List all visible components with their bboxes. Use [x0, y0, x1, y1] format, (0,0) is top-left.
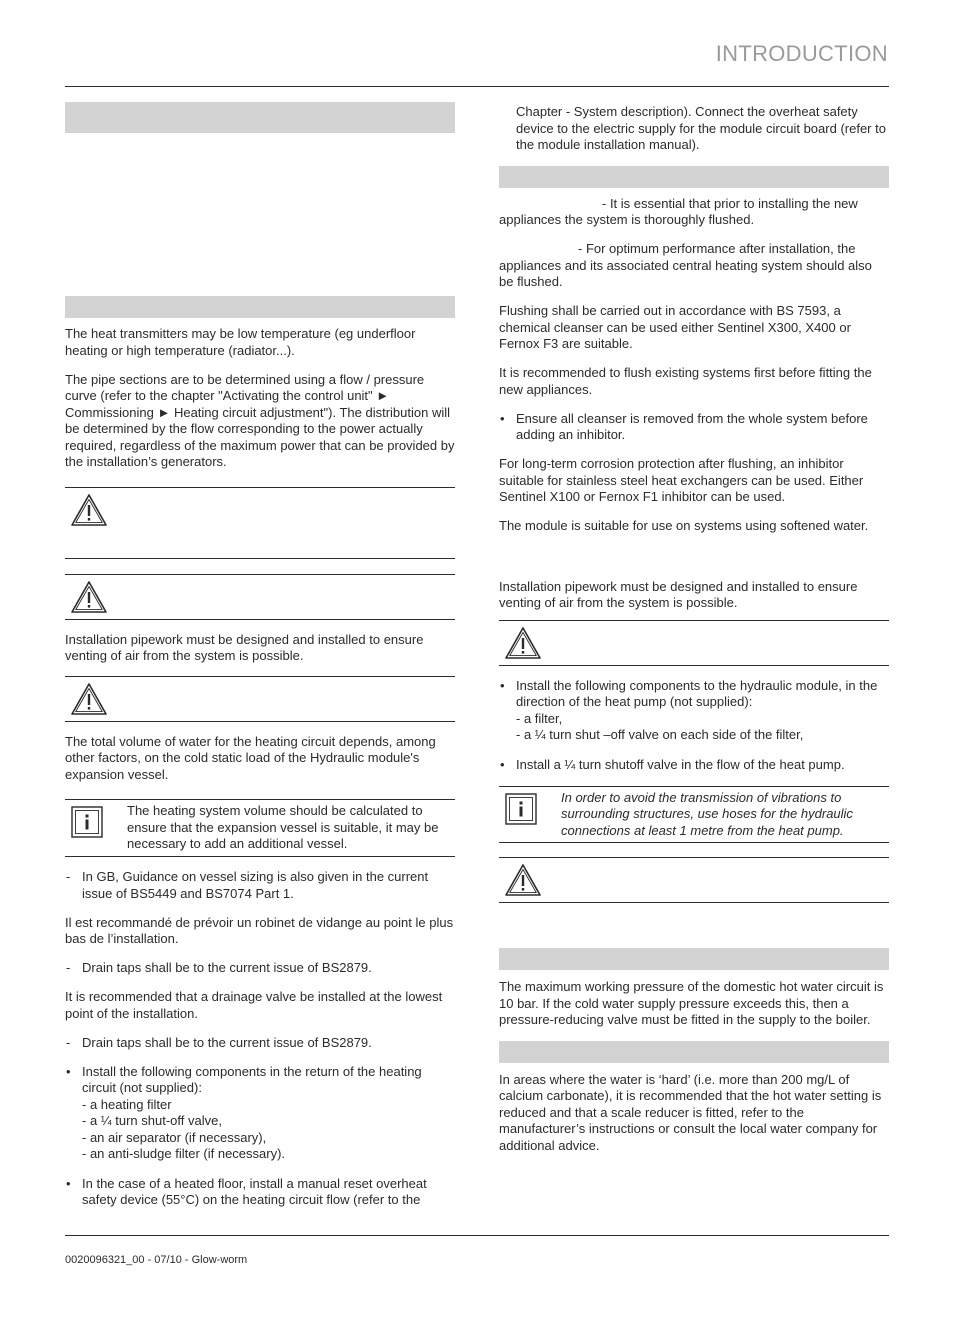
section-heading-bar — [499, 948, 889, 970]
paragraph — [499, 196, 889, 229]
list-item: - a filter, — [516, 710, 563, 726]
list-item: - a ¼ turn shut-off valve, — [82, 1113, 222, 1128]
paragraph — [499, 241, 889, 291]
bullet-item — [499, 411, 889, 444]
bullet-item — [65, 1064, 455, 1163]
dash-item — [65, 1035, 455, 1052]
paragraph: Chapter - System description). Connect the overheat safety device to the electric supply for the module circuit board (refer to the module installation manual). — [516, 104, 886, 152]
list-item: - an anti-sludge filter (if necessary). — [82, 1146, 286, 1161]
paragraph: Flushing shall be carried out in accordance with BS 7593, a chemical cleanser can be used either Sentinel X300, X400 or Fernox F3 are suitable. — [499, 303, 851, 351]
list-item: - a ¼ turn shut –off valve on each side of the filter, — [516, 727, 804, 742]
info-text: The heating system volume should be calculated to ensure that the expansion vessel is suitable, it may be necessary to add an additional vessel. — [127, 803, 439, 851]
warning-triangle-icon — [504, 863, 544, 899]
bullet-mark: • — [500, 756, 505, 772]
paragraph: In areas where the water is ‘hard’ (i.e. more than 200 mg/L of calcium carbonate), it is recommended that the hot water setting is reduced and that a scale reducer is fitted, refer to the manufacturer’s instructions or consult the local water company for additional advice. — [499, 1071, 882, 1153]
info-box — [65, 799, 455, 857]
info-icon — [71, 806, 105, 840]
bullet-text: Install the following components in the return of the heating circuit (not supplied): — [82, 1063, 422, 1095]
info-text: In order to avoid the transmission of vibrations to surrounding structures, use hoses for the hydraulic connections at least 1 metre from the heat pump. — [561, 789, 853, 838]
dash-item — [65, 960, 455, 977]
paragraph: The maximum working pressure of the domestic hot water circuit is 10 bar. If the cold water supply pressure exceeds this, then a pressure-reducing valve must be fitted in the supply to the boiler. — [499, 979, 884, 1027]
paragraph: The heat transmitters may be low temperature (eg underfloor heating or high temperature (radiator...). — [65, 326, 416, 358]
dash-item — [65, 869, 455, 902]
paragraph: For long-term corrosion protection after flushing, an inhibitor suitable for stainless steel heat exchangers can be used. Either Sentinel X100 or Fernox F1 inhibitor can be used. — [499, 456, 864, 504]
paragraph: Installation pipework must be designed and installed to ensure venting of air from the system is possible. — [65, 631, 424, 663]
paragraph: It is recommended that a drainage valve be installed at the lowest point of the installation. — [65, 989, 443, 1021]
section-heading-bar — [65, 296, 455, 318]
bullet-text: Ensure all cleanser is removed from the whole system before adding an inhibitor. — [516, 410, 868, 442]
bullet-item — [499, 757, 889, 774]
paragraph-text: - It is essential that prior to installing the new appliances the system is thoroughly flushed. — [499, 195, 858, 227]
paragraph: Il est recommandé de prévoir un robinet de vidange au point le plus bas de l’installation. — [65, 914, 454, 946]
info-icon — [505, 793, 539, 827]
bullet-mark: • — [500, 677, 505, 693]
paragraph: Installation pipework must be designed and installed to ensure venting of air from the system is possible. — [499, 578, 858, 610]
paragraph: The pipe sections are to be determined using a flow / pressure curve (refer to the chapter "Activating the control unit" ► Commissioning ► Heating circuit adjustment"). The distribution will be determined by the flow corresponding to the power actually required, regardless of the maximum power that can be provided by the installation’s generators. — [65, 371, 455, 469]
blank-area — [65, 133, 455, 296]
bullet-mark: • — [500, 410, 505, 426]
warning-box — [65, 574, 455, 620]
bullet-mark: • — [66, 1175, 71, 1191]
paragraph: The total volume of water for the heating circuit depends, among other factors, on the cold static load of the Hydraulic module's expansion vessel. — [65, 733, 436, 782]
dash-text: Drain taps shall be to the current issue of BS2879. — [82, 960, 372, 975]
info-box — [499, 786, 889, 844]
warning-triangle-icon — [504, 626, 544, 662]
warning-triangle-icon — [70, 493, 110, 529]
dash-text: Drain taps shall be to the current issue of BS2879. — [82, 1034, 372, 1050]
footer-rule — [65, 1235, 889, 1236]
header-rule — [65, 86, 889, 87]
list-item: - a heating filter — [82, 1096, 172, 1112]
warning-box — [499, 620, 889, 666]
list-item: - an air separator (if necessary), — [82, 1129, 267, 1145]
warning-triangle-icon — [70, 580, 110, 616]
paragraph: The module is suitable for use on systems using softened water. — [499, 518, 869, 533]
page-title: INTRODUCTION — [715, 41, 888, 66]
warning-box — [499, 857, 889, 903]
left-column — [65, 102, 455, 1221]
section-heading-bar — [499, 1041, 889, 1063]
section-heading-bar — [65, 102, 455, 133]
footer-text: 0020096321_00 - 07/10 - Glow-worm — [65, 1254, 248, 1266]
bullet-mark: • — [66, 1063, 71, 1079]
bullet-item — [65, 1176, 455, 1209]
section-heading-bar — [499, 166, 889, 188]
right-column — [499, 104, 889, 1167]
dash-mark: - — [66, 960, 71, 975]
paragraph-text: - For optimum performance after installation, the appliances and its associated central heating system should also be flushed. — [499, 241, 872, 289]
dash-text: In GB, Guidance on vessel sizing is also given in the current issue of BS5449 and BS7074 Part 1. — [82, 869, 429, 901]
bullet-text: Install a ¼ turn shutoff valve in the flow of the heat pump. — [516, 756, 845, 772]
paragraph: It is recommended to flush existing systems first before fitting the new appliances. — [499, 365, 872, 397]
bullet-item — [499, 678, 889, 744]
dash-mark: - — [66, 869, 71, 884]
bullet-text: Install the following components to the hydraulic module, in the direction of the heat pump (not supplied): — [516, 677, 878, 709]
warning-triangle-icon — [70, 682, 110, 718]
warning-box — [65, 487, 455, 559]
bullet-text: In the case of a heated floor, install a manual reset overheat safety device (55°C) on the heating circuit flow (refer to the — [82, 1175, 427, 1207]
dash-mark: - — [66, 1034, 71, 1050]
warning-box — [65, 676, 455, 722]
